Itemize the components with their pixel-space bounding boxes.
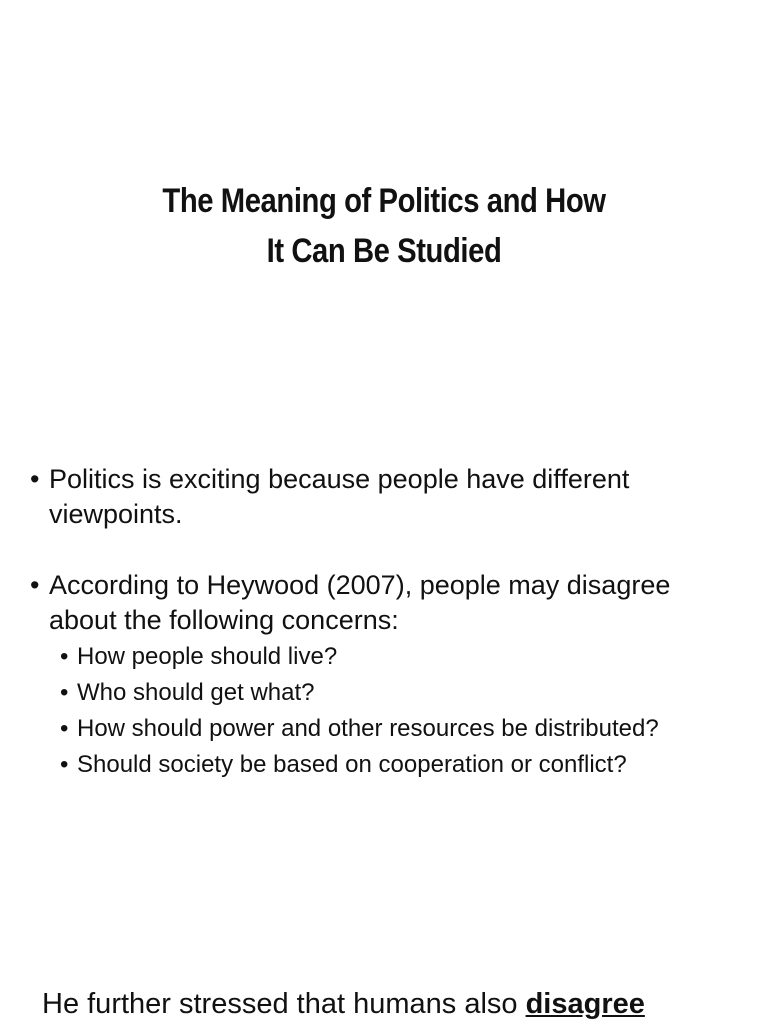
sub-bullet-item xyxy=(60,748,745,782)
bullet-dot-icon: • xyxy=(30,464,40,494)
bullet-dot-icon: • xyxy=(60,715,69,742)
sub-bullet-text: Who should get what? xyxy=(77,679,315,706)
bullet-text: According to Heywood (2007), people may disagree about the following concerns: xyxy=(49,570,671,635)
bullet-dot-icon: • xyxy=(60,751,69,778)
sub-bullet-item xyxy=(60,676,745,710)
slide-title xyxy=(54,176,714,276)
footer-emphasis: disagree xyxy=(525,988,645,1020)
bullet-list xyxy=(30,462,745,784)
bullet-dot-icon: • xyxy=(60,643,69,670)
bullet-dot-icon: • xyxy=(30,570,40,600)
footer-text: He further stressed that humans also xyxy=(42,988,526,1020)
sub-bullet-text: How people should live? xyxy=(77,643,338,670)
footer-line xyxy=(42,984,645,1024)
sub-bullet-list xyxy=(30,640,745,782)
bullet-item xyxy=(30,462,745,532)
sub-bullet-text: How should power and other resources be distributed? xyxy=(77,715,659,742)
bullet-item xyxy=(30,568,745,638)
title-line-2: It Can Be Studied xyxy=(266,232,502,270)
bullet-text: Politics is exciting because people have different viewpoints. xyxy=(49,464,630,529)
title-line-1: The Meaning of Politics and How xyxy=(162,182,606,220)
sub-bullet-text: Should society be based on cooperation or conflict? xyxy=(77,751,627,778)
bullet-dot-icon: • xyxy=(60,679,69,706)
sub-bullet-item xyxy=(60,712,745,746)
sub-bullet-item xyxy=(60,640,745,674)
